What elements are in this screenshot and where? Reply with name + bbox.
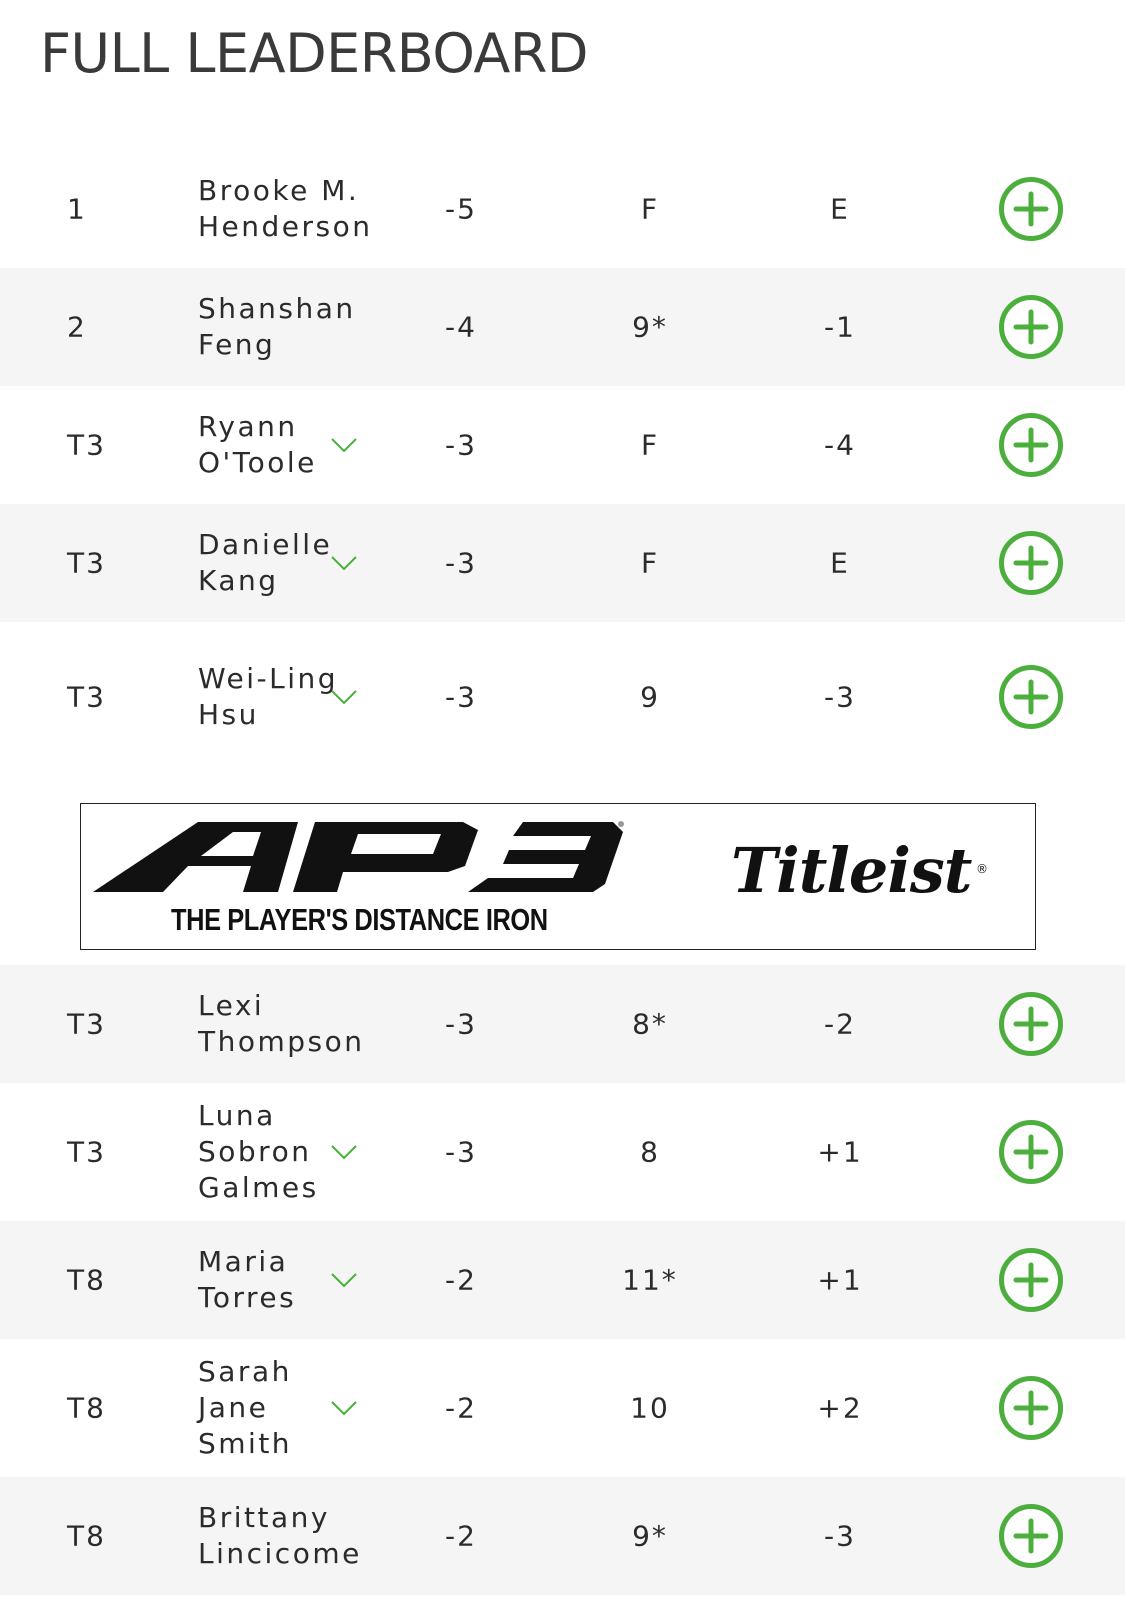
registered-mark: ®	[976, 862, 988, 876]
thru-cell: 9	[640, 680, 660, 714]
position-cell: T3	[67, 1135, 106, 1169]
leaderboard-row	[0, 504, 1125, 622]
position-cell: T8	[67, 1519, 106, 1553]
thru-cell: 8*	[632, 1007, 668, 1041]
leaderboard-row	[0, 386, 1125, 504]
today-score-cell: E	[830, 546, 850, 580]
leaderboard-row	[0, 622, 1125, 772]
thru-cell: 10	[630, 1391, 670, 1425]
player-name[interactable]: Maria Torres	[198, 1245, 297, 1314]
leaderboard-row	[0, 1221, 1125, 1339]
plus-circle-icon[interactable]	[998, 294, 1064, 360]
thru-cell: F	[640, 192, 660, 226]
thru-cell: 8	[640, 1135, 660, 1169]
today-score-cell: -2	[824, 1007, 856, 1041]
position-cell: T3	[67, 428, 106, 462]
plus-circle-icon[interactable]	[998, 664, 1064, 730]
today-score-cell: -3	[824, 1519, 856, 1553]
today-score-cell: -4	[824, 428, 856, 462]
leaderboard-row	[0, 1477, 1125, 1595]
total-score-cell: -3	[445, 1007, 477, 1041]
total-score-cell: -3	[445, 1135, 477, 1169]
ap3-logo	[93, 814, 693, 904]
player-name[interactable]: Sarah Jane Smith	[198, 1355, 293, 1460]
total-score-cell: -3	[445, 428, 477, 462]
plus-circle-icon[interactable]	[998, 530, 1064, 596]
position-cell: T3	[67, 546, 106, 580]
position-cell: 2	[67, 310, 87, 344]
today-score-cell: -3	[824, 680, 856, 714]
total-score-cell: -2	[445, 1263, 477, 1297]
position-cell: T8	[67, 1391, 106, 1425]
plus-circle-icon[interactable]	[998, 1247, 1064, 1313]
total-score-cell: -5	[445, 192, 477, 226]
leaderboard-row	[0, 1083, 1125, 1221]
position-cell: T3	[67, 1007, 106, 1041]
player-name[interactable]: Brittany Lincicome	[198, 1501, 362, 1570]
ad-tagline: THE PLAYER'S DISTANCE IRON	[171, 902, 548, 937]
position-cell: T8	[67, 1263, 106, 1297]
player-name[interactable]: Lexi Thompson	[198, 989, 365, 1058]
today-score-cell: +1	[817, 1263, 863, 1297]
player-name[interactable]: Wei-Ling Hsu	[198, 662, 339, 731]
player-name[interactable]: Shanshan Feng	[198, 292, 356, 361]
player-name[interactable]: Luna Sobron Galmes	[198, 1099, 319, 1204]
total-score-cell: -4	[445, 310, 477, 344]
today-score-cell: -1	[824, 310, 856, 344]
player-name[interactable]: Brooke M. Henderson	[198, 174, 373, 243]
thru-cell: F	[640, 546, 660, 580]
plus-circle-icon[interactable]	[998, 1119, 1064, 1185]
today-score-cell: E	[830, 192, 850, 226]
position-cell: 1	[67, 192, 87, 226]
chevron-down-icon[interactable]	[330, 435, 358, 455]
player-name[interactable]: Ryann O'Toole	[198, 410, 317, 479]
thru-cell: 9*	[632, 1519, 668, 1553]
page-title: FULL LEADERBOARD	[40, 22, 588, 85]
leaderboard-row	[0, 268, 1125, 386]
ad-banner[interactable]	[80, 803, 1036, 950]
leaderboard-row	[0, 150, 1125, 268]
total-score-cell: -2	[445, 1391, 477, 1425]
chevron-down-icon[interactable]	[330, 553, 358, 573]
player-name[interactable]: Danielle Kang	[198, 528, 333, 597]
today-score-cell: +2	[817, 1391, 863, 1425]
plus-circle-icon[interactable]	[998, 991, 1064, 1057]
thru-cell: 9*	[632, 310, 668, 344]
total-score-cell: -3	[445, 680, 477, 714]
total-score-cell: -2	[445, 1519, 477, 1553]
leaderboard-row	[0, 965, 1125, 1083]
chevron-down-icon[interactable]	[330, 1398, 358, 1418]
total-score-cell: -3	[445, 546, 477, 580]
chevron-down-icon[interactable]	[330, 687, 358, 707]
titleist-logo: Titleist	[731, 834, 972, 907]
today-score-cell: +1	[817, 1135, 863, 1169]
position-cell: T3	[67, 680, 106, 714]
plus-circle-icon[interactable]	[998, 176, 1064, 242]
chevron-down-icon[interactable]	[330, 1270, 358, 1290]
plus-circle-icon[interactable]	[998, 1375, 1064, 1441]
thru-cell: F	[640, 428, 660, 462]
thru-cell: 11*	[622, 1263, 678, 1297]
plus-circle-icon[interactable]	[998, 1503, 1064, 1569]
leaderboard-row	[0, 1339, 1125, 1477]
plus-circle-icon[interactable]	[998, 412, 1064, 478]
chevron-down-icon[interactable]	[330, 1142, 358, 1162]
